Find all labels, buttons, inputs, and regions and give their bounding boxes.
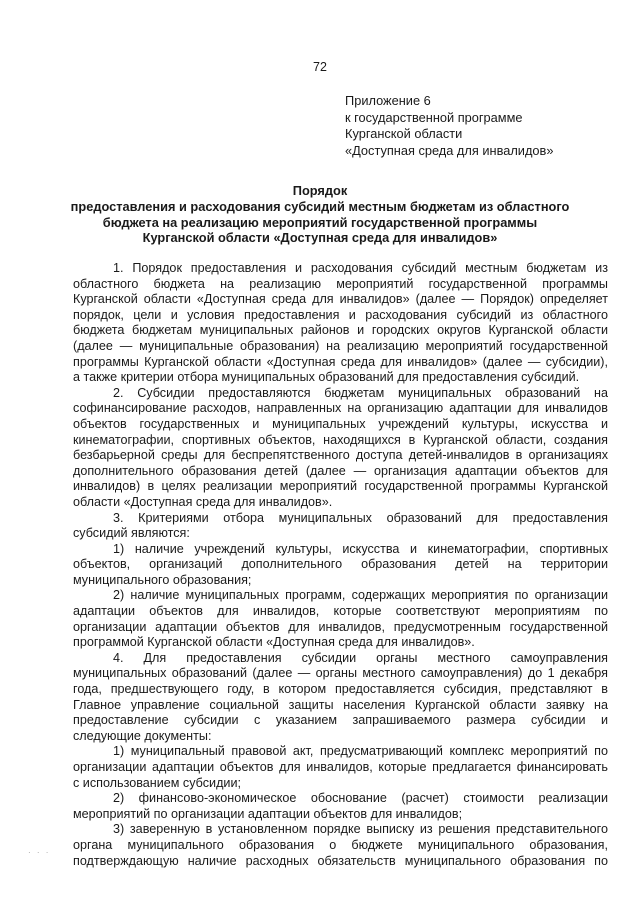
body-line: 3) заверенную в установленном порядке выписку из решения представительного <box>113 822 608 837</box>
appendix-line: Курганской области <box>345 126 463 141</box>
body-line: предоставление субсидии с указанием запрашиваемого размера субсидии и <box>73 713 608 728</box>
document-body <box>73 261 608 869</box>
body-line: 1) муниципальный правовой акт, предусматривающий комплекс мероприятий по <box>113 744 608 759</box>
body-line: 1. Порядок предоставления и расходования субсидий местным бюджетам из <box>113 261 608 275</box>
body-line: следующие документы: <box>73 728 212 743</box>
body-line: подтверждающую наличие расходных обязательств муниципального образования по <box>73 853 608 868</box>
appendix-line: Приложение 6 <box>345 93 431 108</box>
body-line: организации адаптации объектов для инвалидов, которые предлагается финансировать <box>73 760 608 774</box>
scan-artifact: · · · <box>28 848 51 857</box>
body-line: 2. Субсидии предоставляются бюджетам муниципальных образований на <box>113 385 608 400</box>
body-line: кинематографии, спортивных объектов, находящихся в Курганской области, создания <box>73 432 608 447</box>
title-line: бюджета на реализацию мероприятий государственной программы <box>102 214 538 230</box>
body-line: объектов, организаций дополнительного образования детей на территории <box>73 557 608 572</box>
body-line: адаптации объектов для инвалидов, которые соответствуют мероприятиям по <box>73 604 608 619</box>
body-line: дополнительного образования детей (далее — организация адаптации объектов для <box>73 463 608 478</box>
appendix-line: «Доступная среда для инвалидов» <box>345 142 554 158</box>
body-line: с использованием субсидии; <box>73 775 241 790</box>
body-line: субсидий являются: <box>73 526 190 541</box>
body-line: Главное управление социальной защиты населения Курганской области заявку на <box>73 697 608 712</box>
body-line: муниципального образования; <box>73 572 252 587</box>
body-line: 1) наличие учреждений культуры, искусства и кинематографии, спортивных <box>113 541 608 556</box>
title-line: предоставления и расходования субсидий местным бюджетам из областного <box>70 198 570 214</box>
body-line: программы Курганской области «Доступная среда для инвалидов» (далее — субсидии), <box>73 354 608 369</box>
body-line: а также критерии отбора муниципальных образований для предоставления субсидий. <box>73 370 580 385</box>
body-line: областного бюджета на реализацию мероприятий государственной программы <box>73 276 608 291</box>
body-line: безбарьерной среды для беспрепятственного доступа детей-инвалидов в организациях <box>73 448 608 463</box>
body-line: бюджета бюджетам муниципальных районов и городских округов Курганской области <box>73 323 608 338</box>
body-line: софинансирование расходов, направленных на организацию адаптации для инвалидов <box>73 401 608 416</box>
document-title <box>0 183 640 246</box>
body-line: организации адаптации объектов для инвалидов, предусмотренным государственной <box>73 619 608 634</box>
body-line: порядок, цели и условия предоставления и расходования субсидий из областного <box>73 307 608 322</box>
body-line: 2) наличие муниципальных программ, содержащих мероприятия по организации <box>113 588 608 603</box>
body-line: области «Доступная среда для инвалидов». <box>73 494 333 509</box>
body-line: 3. Критериями отбора муниципальных образований для предоставления <box>113 510 608 525</box>
page-number: 72 <box>313 60 327 74</box>
body-line: (далее — муниципальные образования) на реализацию мероприятий государственной <box>73 338 608 353</box>
title-line: Порядок <box>292 183 348 198</box>
body-line: органа муниципального образования о бюджете муниципального образования, <box>73 837 608 852</box>
body-line: 4. Для предоставления субсидии органы местного самоуправления <box>113 650 608 665</box>
body-line: программой Курганской области «Доступная среда для инвалидов». <box>73 635 475 650</box>
body-line: Курганской области «Доступная среда для инвалидов» (далее — Порядок) определяет <box>73 292 608 307</box>
body-line: муниципальных образований (далее — органы местного самоуправления) до 1 декабря <box>73 666 608 681</box>
body-line: инвалидов) в целях реализации мероприятий государственной программы Курганской <box>73 479 608 494</box>
body-line: объектов государственных и муниципальных учреждений культуры, искусства и <box>73 416 608 431</box>
body-line: 2) финансово-экономическое обоснование (расчет) стоимости реализации <box>113 791 608 806</box>
title-line: Курганской области «Доступная среда для инвалидов» <box>142 230 498 246</box>
body-line: мероприятий по организации адаптации объектов для инвалидов; <box>73 806 463 821</box>
body-line: года, предшествующего году, в котором предоставляется субсидия, представляют в <box>73 682 608 697</box>
appendix-line: к государственной программе <box>345 109 523 125</box>
appendix-block <box>345 93 553 159</box>
